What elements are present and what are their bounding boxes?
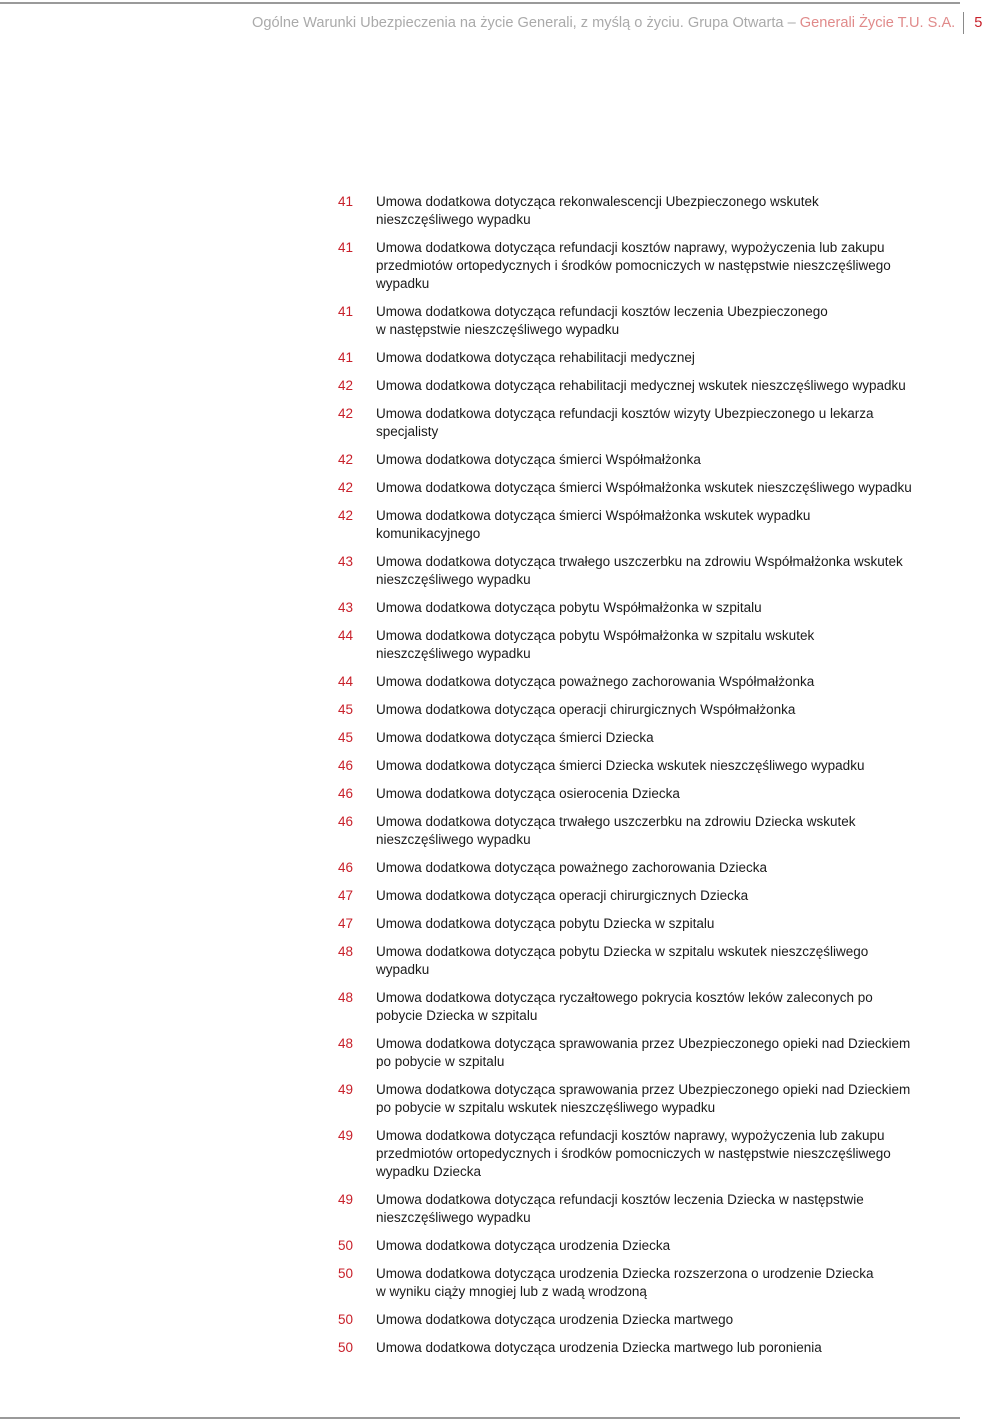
toc-page-number: 44	[337, 674, 353, 689]
toc-page-number: 42	[337, 406, 353, 421]
toc-entry[interactable]	[0, 915, 960, 933]
toc-entry-line: Umowa dodatkowa dotycząca trwałego uszczerbku na zdrowiu Współmałżonka wskutek	[376, 554, 903, 569]
toc-entry-line: Umowa dodatkowa dotycząca śmierci Dziecka	[376, 730, 654, 745]
toc-page-number: 41	[337, 350, 353, 365]
bottom-rule	[0, 1417, 960, 1419]
toc-page-number: 46	[337, 786, 353, 801]
toc-entry-title	[376, 1265, 960, 1301]
toc-entry-line: Umowa dodatkowa dotycząca ryczałtowego pokrycia kosztów leków zaleconych po	[376, 990, 873, 1005]
toc-entry-title	[376, 729, 960, 747]
toc-entry-line: Umowa dodatkowa dotycząca śmierci Współmałżonka wskutek nieszczęśliwego wypadku	[376, 480, 912, 495]
header-title: Ogólne Warunki Ubezpieczenia na życie Generali, z myślą o życiu. Grupa Otwarta –	[252, 15, 800, 31]
toc-entry-line: Umowa dodatkowa dotycząca urodzenia Dziecka rozszerzona o urodzenie Dziecka	[376, 1266, 874, 1281]
toc-entry[interactable]	[0, 757, 960, 775]
toc-entry[interactable]	[0, 943, 960, 979]
toc-entry-line: komunikacyjnego	[376, 526, 481, 541]
header-company: Generali Życie T.U. S.A.	[799, 15, 956, 31]
toc-entry-line: po pobycie w szpitalu	[376, 1054, 505, 1069]
toc-entry[interactable]	[0, 1237, 960, 1255]
toc-page-number: 45	[337, 730, 353, 745]
toc-entry[interactable]	[0, 859, 960, 877]
toc-entry[interactable]	[0, 377, 960, 395]
toc-entry[interactable]	[0, 729, 960, 747]
table-of-contents	[0, 193, 960, 1367]
toc-entry-line: nieszczęśliwego wypadku	[376, 832, 531, 847]
toc-entry-line: w wyniku ciąży mnogiej lub z wadą wrodzoną	[376, 1284, 647, 1299]
toc-page-number: 44	[337, 628, 353, 643]
toc-entry-title	[376, 757, 960, 775]
toc-entry-title	[376, 1127, 960, 1181]
toc-entry[interactable]	[0, 627, 960, 663]
toc-entry-title	[376, 859, 960, 877]
toc-entry-line: Umowa dodatkowa dotycząca śmierci Dziecka wskutek nieszczęśliwego wypadku	[376, 758, 865, 773]
toc-page-number: 46	[337, 860, 353, 875]
toc-entry-title	[376, 377, 960, 395]
toc-entry-line: specjalisty	[376, 424, 439, 439]
toc-entry-line: Umowa dodatkowa dotycząca śmierci Współmałżonka	[376, 452, 701, 467]
toc-entry-line: Umowa dodatkowa dotycząca sprawowania przez Ubezpieczonego opieki nad Dzieckiem	[376, 1082, 911, 1097]
toc-page-number: 41	[337, 240, 353, 255]
running-header	[252, 12, 982, 36]
toc-entry[interactable]	[0, 349, 960, 367]
toc-entry-line: wypadku	[376, 962, 430, 977]
toc-entry[interactable]	[0, 405, 960, 441]
toc-entry[interactable]	[0, 239, 960, 293]
toc-entry[interactable]	[0, 1265, 960, 1301]
toc-entry-line: przedmiotów ortopedycznych i środków pomocniczych w następstwie nieszczęśliwego	[376, 1146, 891, 1161]
toc-entry[interactable]	[0, 673, 960, 691]
toc-entry-line: Umowa dodatkowa dotycząca poważnego zachorowania Współmałżonka	[376, 674, 815, 689]
header-divider	[963, 12, 964, 34]
toc-entry[interactable]	[0, 813, 960, 849]
toc-page-number: 41	[337, 304, 353, 319]
toc-entry-title	[376, 349, 960, 367]
toc-page-number: 50	[337, 1266, 353, 1281]
toc-entry-line: Umowa dodatkowa dotycząca refundacji kosztów naprawy, wypożyczenia lub zakupu	[376, 240, 885, 255]
toc-entry-line: Umowa dodatkowa dotycząca rehabilitacji medycznej wskutek nieszczęśliwego wypadku	[376, 378, 906, 393]
toc-entry[interactable]	[0, 1035, 960, 1071]
toc-entry-title	[376, 405, 960, 441]
toc-entry[interactable]	[0, 553, 960, 589]
toc-page-number: 48	[337, 1036, 353, 1051]
toc-entry-title	[376, 507, 960, 543]
toc-page-number: 50	[337, 1312, 353, 1327]
toc-entry[interactable]	[0, 193, 960, 229]
toc-page-number: 42	[337, 480, 353, 495]
toc-entry-line: po pobycie w szpitalu wskutek nieszczęśliwego wypadku	[376, 1100, 716, 1115]
toc-entry-line: Umowa dodatkowa dotycząca urodzenia Dziecka	[376, 1238, 671, 1253]
toc-entry-line: Umowa dodatkowa dotycząca refundacji kosztów naprawy, wypożyczenia lub zakupu	[376, 1128, 885, 1143]
toc-entry-line: Umowa dodatkowa dotycząca refundacji kosztów leczenia Dziecka w następstwie	[376, 1192, 864, 1207]
toc-entry-title	[376, 193, 960, 229]
toc-entry-line: Umowa dodatkowa dotycząca pobytu Współmałżonka w szpitalu	[376, 600, 762, 615]
toc-entry[interactable]	[0, 989, 960, 1025]
toc-entry[interactable]	[0, 1081, 960, 1117]
toc-entry[interactable]	[0, 507, 960, 543]
toc-entry-line: nieszczęśliwego wypadku	[376, 572, 531, 587]
toc-page-number: 43	[337, 600, 353, 615]
toc-entry-line: Umowa dodatkowa dotycząca pobytu Dziecka w szpitalu	[376, 916, 715, 931]
toc-entry-line: Umowa dodatkowa dotycząca osierocenia Dziecka	[376, 786, 680, 801]
toc-entry-line: przedmiotów ortopedycznych i środków pomocniczych w następstwie nieszczęśliwego	[376, 258, 891, 273]
toc-page-number: 43	[337, 554, 353, 569]
toc-entry[interactable]	[0, 887, 960, 905]
toc-page-number: 46	[337, 814, 353, 829]
toc-page-number: 50	[337, 1238, 353, 1253]
toc-page-number: 42	[337, 508, 353, 523]
toc-entry-line: Umowa dodatkowa dotycząca refundacji kosztów leczenia Ubezpieczonego	[376, 304, 828, 319]
toc-entry-line: pobycie Dziecka w szpitalu	[376, 1008, 538, 1023]
toc-entry-title	[376, 785, 960, 803]
toc-entry-title	[376, 989, 960, 1025]
toc-entry-title	[376, 627, 960, 663]
toc-page-number: 42	[337, 452, 353, 467]
toc-entry-title	[376, 1311, 960, 1329]
toc-entry-line: Umowa dodatkowa dotycząca śmierci Współmałżonka wskutek wypadku	[376, 508, 811, 523]
toc-entry-line: nieszczęśliwego wypadku	[376, 1210, 531, 1225]
toc-entry-title	[376, 701, 960, 719]
toc-page-number: 49	[337, 1082, 353, 1097]
page-number: 5	[974, 15, 982, 31]
toc-page-number: 48	[337, 944, 353, 959]
toc-entry-title	[376, 1081, 960, 1117]
toc-entry[interactable]	[0, 599, 960, 617]
toc-entry-title	[376, 1191, 960, 1227]
toc-entry-title	[376, 943, 960, 979]
top-rule	[0, 2, 960, 4]
toc-page-number: 46	[337, 758, 353, 773]
toc-page-number: 50	[337, 1340, 353, 1355]
toc-entry-line: Umowa dodatkowa dotycząca urodzenia Dziecka martwego	[376, 1312, 734, 1327]
toc-entry-title	[376, 887, 960, 905]
toc-entry[interactable]	[0, 1127, 960, 1181]
toc-entry-line: Umowa dodatkowa dotycząca pobytu Dziecka w szpitalu wskutek nieszczęśliwego	[376, 944, 869, 959]
toc-entry-title	[376, 1035, 960, 1071]
toc-page-number: 49	[337, 1128, 353, 1143]
toc-page-number: 45	[337, 702, 353, 717]
toc-entry-title	[376, 1339, 960, 1357]
toc-entry-line: Umowa dodatkowa dotycząca rekonwalescencji Ubezpieczonego wskutek	[376, 194, 819, 209]
toc-entry-line: Umowa dodatkowa dotycząca sprawowania przez Ubezpieczonego opieki nad Dzieckiem	[376, 1036, 911, 1051]
toc-entry[interactable]	[0, 303, 960, 339]
toc-entry[interactable]	[0, 479, 960, 497]
toc-page-number: 41	[337, 194, 353, 209]
toc-page-number: 49	[337, 1192, 353, 1207]
toc-page-number: 48	[337, 990, 353, 1005]
toc-entry-title	[376, 813, 960, 849]
toc-page-number: 47	[337, 916, 353, 931]
toc-entry[interactable]	[0, 785, 960, 803]
toc-entry[interactable]	[0, 1311, 960, 1329]
toc-entry[interactable]	[0, 701, 960, 719]
toc-entry-line: Umowa dodatkowa dotycząca refundacji kosztów wizyty Ubezpieczonego u lekarza	[376, 406, 874, 421]
toc-page-number: 47	[337, 888, 353, 903]
toc-entry[interactable]	[0, 1191, 960, 1227]
toc-entry-line: Umowa dodatkowa dotycząca trwałego uszczerbku na zdrowiu Dziecka wskutek	[376, 814, 856, 829]
toc-entry-title	[376, 915, 960, 933]
toc-entry-line: wypadku Dziecka	[376, 1164, 482, 1179]
toc-entry-line: wypadku	[376, 276, 430, 291]
toc-entry-title	[376, 479, 960, 497]
toc-entry-title	[376, 451, 960, 469]
toc-entry-title	[376, 599, 960, 617]
toc-entry-line: Umowa dodatkowa dotycząca urodzenia Dziecka martwego lub poronienia	[376, 1340, 822, 1355]
toc-entry-line: Umowa dodatkowa dotycząca operacji chirurgicznych Dziecka	[376, 888, 749, 903]
toc-entry-line: Umowa dodatkowa dotycząca pobytu Współmałżonka w szpitalu wskutek	[376, 628, 815, 643]
toc-entry-line: nieszczęśliwego wypadku	[376, 212, 531, 227]
toc-entry-line: Umowa dodatkowa dotycząca rehabilitacji medycznej	[376, 350, 695, 365]
toc-entry-title	[376, 239, 960, 293]
toc-entry-title	[376, 673, 960, 691]
toc-entry-title	[376, 553, 960, 589]
toc-entry-line: Umowa dodatkowa dotycząca operacji chirurgicznych Współmałżonka	[376, 702, 796, 717]
toc-entry[interactable]	[0, 451, 960, 469]
toc-entry-title	[376, 303, 960, 339]
toc-entry-line: nieszczęśliwego wypadku	[376, 646, 531, 661]
toc-entry-line: Umowa dodatkowa dotycząca poważnego zachorowania Dziecka	[376, 860, 767, 875]
toc-entry-title	[376, 1237, 960, 1255]
toc-entry[interactable]	[0, 1339, 960, 1357]
toc-entry-line: w następstwie nieszczęśliwego wypadku	[376, 322, 620, 337]
toc-page-number: 42	[337, 378, 353, 393]
